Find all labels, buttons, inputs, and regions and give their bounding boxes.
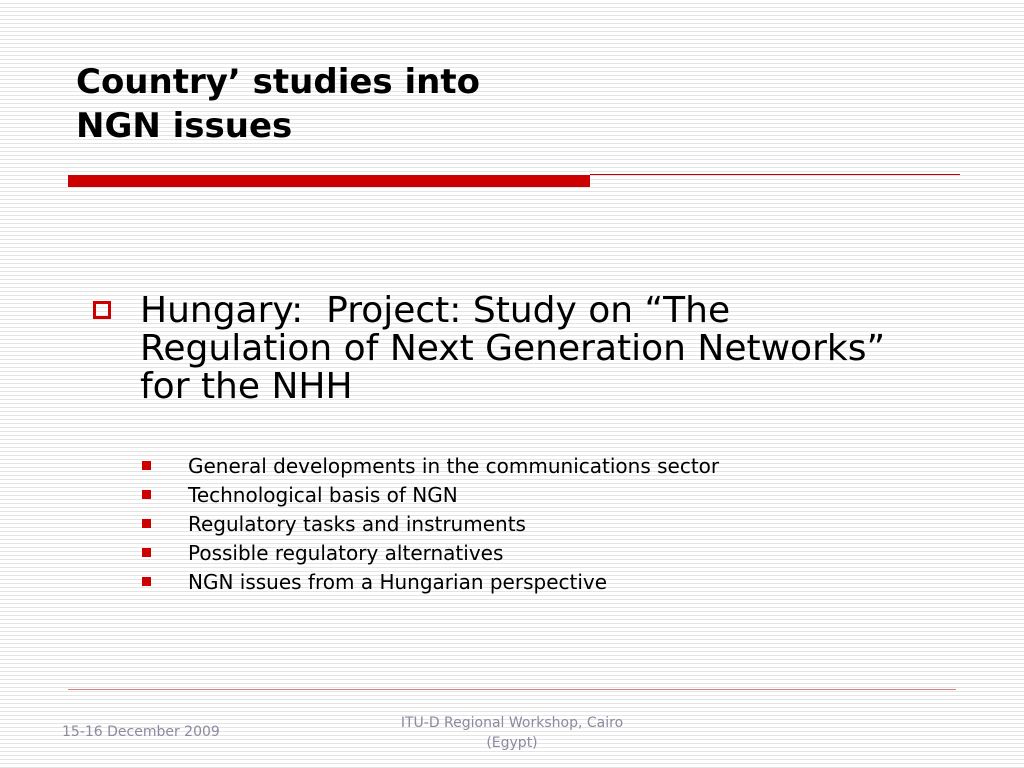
sub-bullet-list: [140, 452, 719, 597]
footer-event-line-2: (Egypt): [486, 735, 538, 751]
filled-square-bullet-icon: [142, 548, 151, 557]
sub-bullet-item: [140, 481, 719, 510]
title-underline-thick: [68, 175, 590, 187]
sub-bullet-label: Regulatory tasks and instruments: [188, 512, 526, 536]
sub-bullet-item: [140, 568, 719, 597]
sub-bullet-item: [140, 452, 719, 481]
main-bullet: [90, 290, 897, 407]
filled-square-bullet-icon: [142, 490, 151, 499]
title-line-1: Country’ studies into: [76, 62, 480, 102]
footer-event: [360, 713, 664, 753]
main-bullet-label: Hungary:: [140, 290, 304, 331]
footer-event-line-1: ITU-D Regional Workshop, Cairo: [400, 715, 624, 731]
main-bullet-text: [140, 290, 897, 407]
footer-divider: [68, 689, 956, 690]
sub-bullet-label: Possible regulatory alternatives: [188, 541, 504, 565]
main-bullet-body: Project: Study on “The Regulation of Next Generation Networks” for the NHH: [140, 290, 897, 407]
filled-square-bullet-icon: [142, 461, 151, 470]
sub-bullet-label: Technological basis of NGN: [188, 483, 458, 507]
footer-date: 15-16 December 2009: [62, 724, 220, 740]
sub-bullet-label: NGN issues from a Hungarian perspective: [188, 570, 608, 594]
slide-title: [76, 60, 480, 148]
sub-bullet-label: General developments in the communications sector: [188, 454, 720, 478]
title-line-2: NGN issues: [76, 106, 293, 146]
sub-bullet-item: [140, 510, 719, 539]
hollow-square-bullet-icon: [93, 301, 111, 319]
title-underline-thin: [590, 174, 960, 175]
filled-square-bullet-icon: [142, 577, 151, 586]
filled-square-bullet-icon: [142, 519, 151, 528]
sub-bullet-item: [140, 539, 719, 568]
